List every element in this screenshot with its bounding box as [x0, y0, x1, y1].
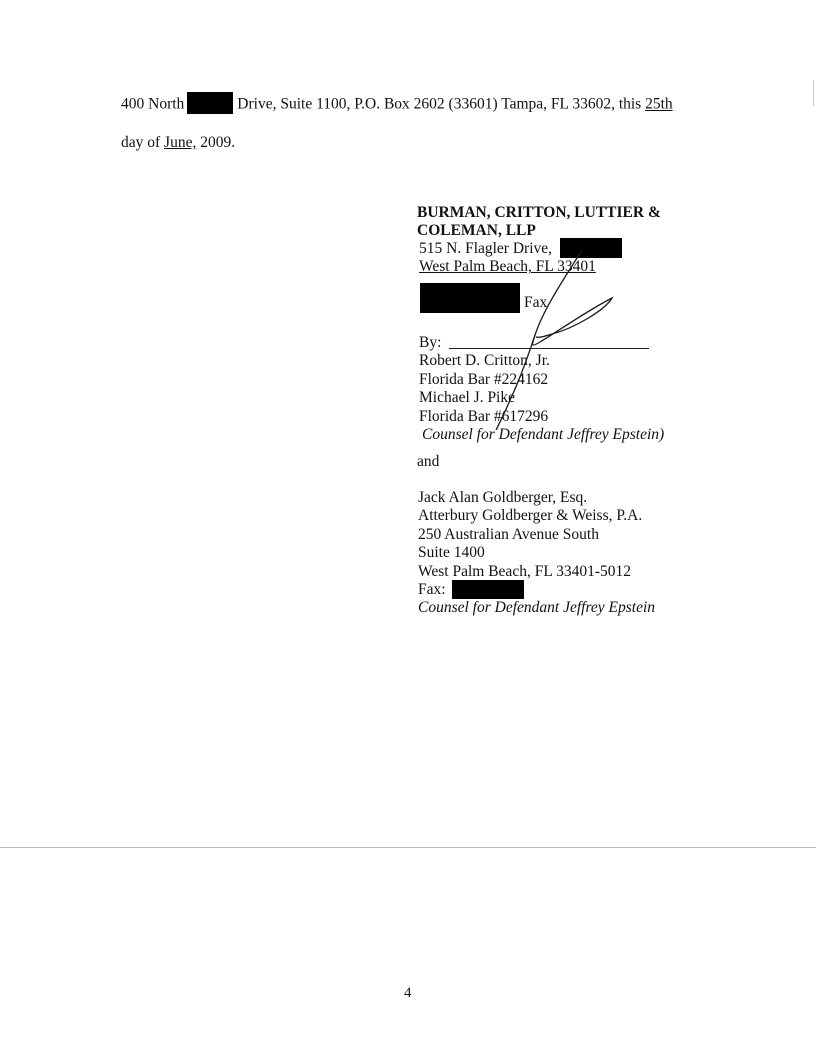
attorney-bar-1: Florida Bar #224162 — [419, 370, 549, 388]
co-counsel-address-street: 250 Australian Avenue South — [418, 525, 599, 543]
conjunction-and: and — [417, 453, 440, 470]
by-label: By: — [419, 334, 442, 351]
co-counsel-address-city: West Palm Beach, FL 33401-5012 — [418, 562, 631, 580]
counsel-role-1: Counsel for Defendant Jeffrey Epstein) — [422, 426, 665, 444]
firm-address-street: 515 N. Flagler Drive, — [419, 240, 553, 257]
service-address-line — [121, 94, 673, 116]
handwritten-signature — [470, 250, 640, 430]
attorney-name-1: Robert D. Critton, Jr. — [419, 352, 550, 370]
service-month: June, — [164, 134, 197, 151]
address-prefix: 400 North — [121, 95, 185, 113]
firm-fax-label: Fax — [524, 294, 548, 311]
service-date-line — [121, 134, 235, 152]
service-day: 25th — [645, 95, 673, 113]
counsel-role-2: Counsel for Defendant Jeffrey Epstein — [418, 599, 656, 617]
firm-name — [417, 204, 661, 241]
day-of-label: day of — [121, 134, 161, 151]
co-counsel-firm: Atterbury Goldberger & Weiss, P.A. — [418, 507, 643, 525]
firm-name-line2: COLEMAN, LLP — [417, 222, 536, 240]
address-suffix: Drive, Suite 1100, P.O. Box 2602 (33601) Tampa, FL 33602, this — [237, 95, 642, 113]
firm-name-line1: BURMAN, CRITTON, LUTTIER & — [417, 204, 661, 221]
horizontal-rule — [0, 847, 816, 848]
service-year: 2009. — [200, 134, 236, 151]
scan-edge-mark — [813, 80, 814, 106]
attorney-name-2: Michael J. Pike — [419, 389, 515, 407]
redaction-fax — [452, 580, 524, 599]
co-counsel-address-suite: Suite 1400 — [418, 544, 485, 562]
redaction-street — [187, 92, 233, 114]
firm-address-city: West Palm Beach, FL 33401 — [419, 258, 596, 276]
page-number: 4 — [404, 985, 412, 1001]
attorney-bar-2: Florida Bar #617296 — [419, 407, 549, 425]
co-counsel-name: Jack Alan Goldberger, Esq. — [418, 489, 588, 506]
co-counsel-fax-label: Fax: — [418, 581, 446, 599]
